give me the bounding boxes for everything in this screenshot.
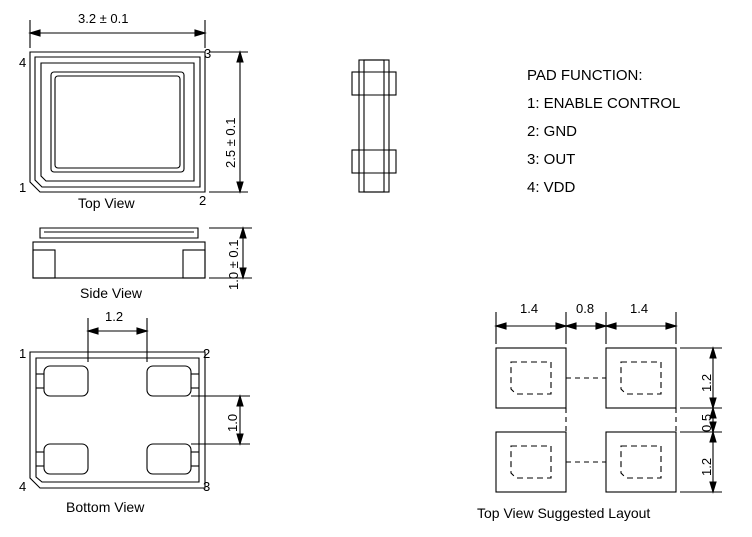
bottom-view-caption: Bottom View <box>66 499 145 515</box>
pad-function-item-3: 3: OUT <box>527 151 576 168</box>
pad-function-item-4: 4: VDD <box>527 179 576 196</box>
top-view-pin-1-label: 1 <box>19 180 27 195</box>
top-view-body <box>30 52 205 192</box>
layout-gap-x-label: 0.8 <box>576 301 595 316</box>
pad-function-item-2: 2: GND <box>527 123 578 140</box>
bottom-view-pin-4-label: 4 <box>19 479 27 494</box>
pad-function-heading: PAD FUNCTION: <box>527 67 643 84</box>
layout-pad-width-left-label: 1.4 <box>520 301 539 316</box>
side-view-body <box>33 228 205 278</box>
side-view-height-dimension-label: 1.0 ± 0.1 <box>226 239 241 290</box>
bottom-view-pad-width-dimension-label: 1.2 <box>105 309 124 324</box>
layout-pad-height-bottom-label: 1.2 <box>699 457 714 476</box>
layout-horizontal-dimensions <box>496 312 676 344</box>
top-view-height-dimension-label: 2.5 ± 0.1 <box>223 117 238 168</box>
suggested-layout <box>496 348 676 492</box>
bottom-view-pad-width-dimension <box>88 318 147 362</box>
bottom-view-body <box>30 352 205 488</box>
top-view-width-dimension-label: 3.2 ± 0.1 <box>78 11 129 26</box>
bottom-view-pin-1-label: 1 <box>19 346 27 361</box>
layout-pad-height-top-label: 1.2 <box>699 373 714 392</box>
pad-function-item-1: 1: ENABLE CONTROL <box>527 95 681 112</box>
top-view-pin-4-label: 4 <box>19 55 27 70</box>
top-view-caption: Top View <box>78 195 135 211</box>
bottom-view-pad-height-dimension <box>191 396 250 444</box>
side-view-caption: Side View <box>80 285 143 301</box>
layout-pad-width-right-label: 1.4 <box>630 301 649 316</box>
end-view-body <box>352 60 396 192</box>
top-view-pin-2-label: 2 <box>199 193 207 208</box>
suggested-layout-caption: Top View Suggested Layout <box>477 505 651 521</box>
layout-gap-y-label: 0.5 <box>699 413 714 432</box>
bottom-view-pad-height-dimension-label: 1.0 <box>225 413 240 432</box>
top-view-pin-3-label: 3 <box>204 46 212 61</box>
bottom-view-pin-3-label: 3 <box>203 479 211 494</box>
bottom-view-pin-2-label: 2 <box>203 346 211 361</box>
